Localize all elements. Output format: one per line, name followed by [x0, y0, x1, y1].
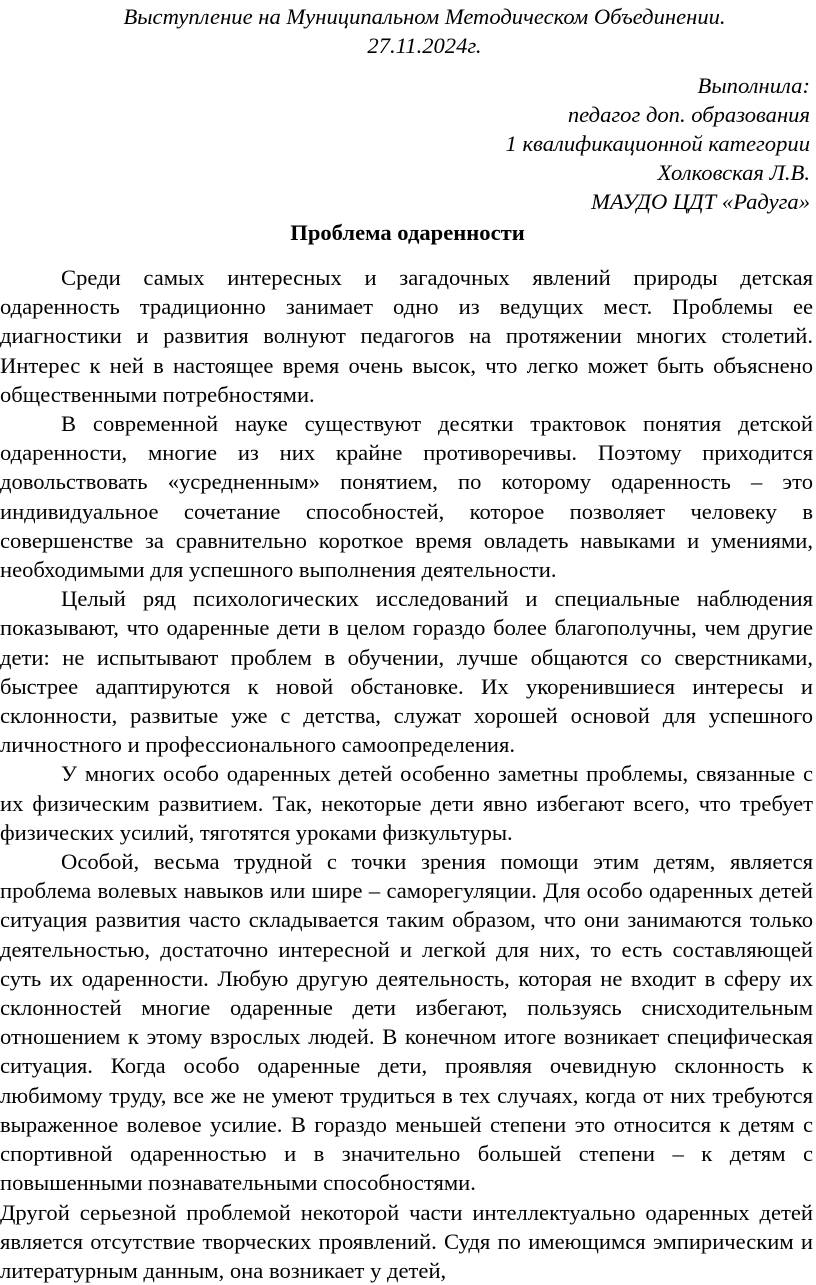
paragraph: Другой серьезной проблемой некоторой части интеллектуально одаренных детей является отсутствие творческих проявлений. Судя по имеющимся эмпирическим и литературным данным, она возникает у детей, [0, 1198, 813, 1285]
paragraph: У многих особо одаренных детей особенно заметны проблемы, связанные с их физическим развитием. Так, некоторые дети явно избегают всего, что требует физических усилий, тяготятся уроками физкультуры. [0, 759, 813, 847]
event-date: 27.11.2024г. [0, 31, 813, 60]
paragraph: Особой, весьма трудной с точки зрения помощи этим детям, является проблема волевых навыков или шире – саморегуляции. Для особо одаренных детей ситуация развития часто складывается таким образом, что они занимаются только деятельностью, достаточно интересной и легкой для них, то есть составляющей суть их одаренности. Любую другую деятельность, которая не входит в сферу их склонностей многие одаренные дети избегают, пользуясь снисходительным отношением к этому взрослых людей. В конечном итоге возникает специфическая ситуация. Когда особо одаренные дети, проявляя очевидную склонность к любимому труду, все же не умеют трудиться в тех случаях, когда от них требуются выраженное волевое усилие. В гораздо меньшей степени это относится к детям с спортивной одаренностью и в значительно большей степени – к детям с повышенными познавательными способностями. [0, 847, 813, 1197]
author-organization: МАУДО ЦДТ «Радуга» [0, 187, 813, 216]
author-position: педагог доп. образования [0, 100, 813, 129]
author-label: Выполнила: [0, 71, 813, 100]
event-line: Выступление на Муниципальном Методическом Объединении. [0, 2, 813, 31]
document-header [0, 2, 813, 60]
author-category: 1 квалификационной категории [0, 129, 813, 158]
paragraph: Среди самых интересных и загадочных явлений природы детская одаренность традиционно занимает одно из ведущих мест. Проблемы ее диагностики и развития волнуют педагогов на протяжении многих столетий. Интерес к ней в настоящее время очень высок, что легко может быть объяснено общественными потребностями. [0, 263, 813, 409]
paragraph: В современной науке существуют десятки трактовок понятия детской одаренности, многие из них крайне противоречивы. Поэтому приходится довольствовать «усредненным» понятием, по которому одаренность – это индивидуальное сочетание способностей, которое позволяет человеку в совершенстве за сравнительно короткое время овладеть навыками и умениями, необходимыми для успешного выполнения деятельности. [0, 409, 813, 584]
author-block [0, 71, 813, 216]
document-title: Проблема одаренности [0, 218, 813, 247]
author-name: Холковская Л.В. [0, 158, 813, 187]
document-body [0, 263, 813, 1285]
paragraph: Целый ряд психологических исследований и специальные наблюдения показывают, что одаренные дети в целом гораздо более благополучны, чем другие дети: не испытывают проблем в обучении, лучше общаются со сверстниками, быстрее адаптируются к новой обстановке. Их укоренившиеся интересы и склонности, развитые уже с детства, служат хорошей основой для успешного личностного и профессионального самоопределения. [0, 584, 813, 759]
